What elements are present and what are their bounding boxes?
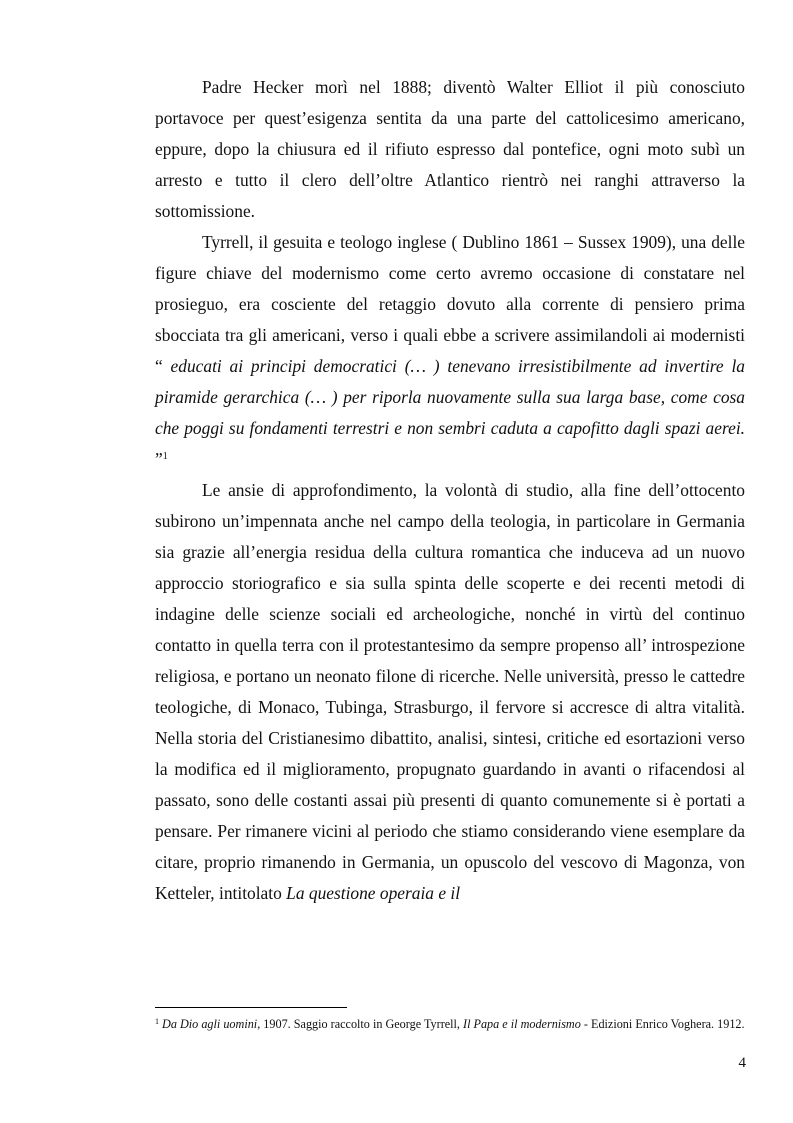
footnote-separator — [155, 1007, 347, 1008]
body-text — [155, 72, 745, 909]
tyrrell-quote: educati ai principi democratici (… ) tenevano irresistibilmente ad invertire la piramide gerarchica (… ) per riporla nuovamente sulla sua larga base, come cosa che poggi su fondamenti terrestri e non sembri caduta a capofitto dagli spazi aerei. — [155, 356, 745, 438]
footnote-reference[interactable]: 1 — [162, 451, 168, 462]
paragraph-3-text: Le ansie di approfondimento, la volontà di studio, alla fine dell’ottocento subirono un’impennata anche nel campo della teologia, in particolare in Germania sia grazie all’energia residua della cultura romantica che induceva ad un nuovo approccio storiografico e sia sulla spinta delle scoperte e dei recenti metodi di indagine delle scienze sociali ed archeologiche, nonché in virtù del continuo contatto in quella terra con il protestantesimo da sempre propenso all’ introspezione religiosa, e portano un neonato filone di ricerche. Nelle università, presso le cattedre teologiche, di Monaco, Tubinga, Strasburgo, il fervore si accresce di altra vitalità. Nella storia del Cristianesimo dibattito, analisi, sintesi, critiche ed esortazioni verso la modifica ed il miglioramento, propugnato guardando in avanti o rifacendosi al passato, sono delle costanti assai più presenti di quanto comunemente si è portati a pensare. Per rimanere vicini al periodo che stiamo considerando viene esemplare da citare, proprio rimanendo in Germania, un opuscolo del vescovo di Magonza, von Ketteler, intitolato — [155, 480, 745, 903]
footnote-number: 1 — [155, 1017, 159, 1026]
footnote-publisher: - Edizioni Enrico Voghera. 1912. — [580, 1017, 745, 1031]
page-number: 4 — [738, 1055, 746, 1071]
paragraph-3 — [155, 475, 745, 909]
footnote-book-title: Il Papa e il modernismo — [463, 1017, 581, 1031]
footnote-text: , 1907. Saggio raccolto in George Tyrrell, — [257, 1017, 464, 1031]
footnote-work-title: Da Dio agli uomini — [162, 1017, 258, 1031]
footnote — [155, 1016, 755, 1032]
paragraph-2 — [155, 227, 745, 475]
quote-close: ” — [155, 449, 163, 469]
pamphlet-title: La questione operaia e il — [286, 883, 461, 903]
paragraph-2-intro: Tyrrell, il gesuita e teologo inglese ( Dublino 1861 – Sussex 1909), una delle figure chiave del modernismo come certo avremo occasione di constatare nel prosieguo, era cosciente del retaggio dovuto alla corrente di pensiero prima sbocciata tra gli americani, verso i quali ebbe a scrivere assimilandoli ai modernisti “ — [155, 232, 745, 376]
paragraph-1: Padre Hecker morì nel 1888; diventò Walter Elliot il più conosciuto portavoce per quest’esigenza sentita da una parte del cattolicesimo americano, eppure, dopo la chiusura ed il rifiuto espresso dal pontefice, ogni moto subì un arresto e tutto il clero dell’oltre Atlantico rientrò nei ranghi attraverso la sottomissione. — [155, 77, 745, 221]
